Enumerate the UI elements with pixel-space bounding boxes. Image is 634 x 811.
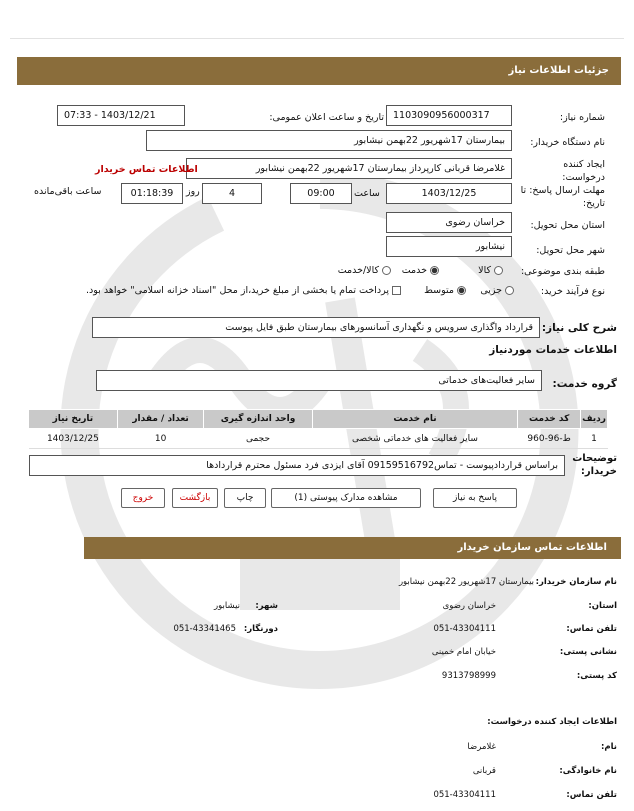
days-remaining-field: 4 — [202, 183, 262, 204]
buyer-notes-label: توضیحات خریدار: — [572, 453, 617, 477]
contact-section-title: اطلاعات تماس سازمان خریدار — [84, 537, 621, 559]
contact-org-value: بیمارستان 17شهریور 22بهمن نیشابور — [398, 577, 534, 587]
category-option-service[interactable]: خدمت — [402, 265, 439, 276]
contact-phone-label: تلفن تماس: — [566, 624, 617, 634]
category-label: طبقه بندی موضوعی: — [520, 266, 605, 277]
creator-last-name-label: نام خانوادگی: — [559, 766, 617, 776]
creator-first-name-label: نام: — [600, 742, 617, 752]
table-header-row — [29, 410, 608, 429]
deadline-time-label: ساعت — [354, 188, 380, 199]
contact-postal-label: کد پستی: — [576, 671, 617, 681]
table-header: نام خدمت — [312, 410, 518, 429]
creator-label: ایجاد کننده درخواست: — [562, 159, 605, 183]
contact-city-label: شهر: — [255, 601, 278, 611]
creator-phone-value: 051-43304111 — [433, 790, 496, 800]
table-row — [29, 429, 608, 449]
creator-last-name-value: قربانی — [472, 766, 496, 776]
reply-button[interactable]: پاسخ به نیاز — [433, 488, 517, 508]
time-remaining-field: 01:18:39 — [121, 183, 183, 204]
contact-province-value: خراسان رضوی — [442, 601, 496, 611]
table-cell: حجمی — [204, 429, 312, 449]
exit-button[interactable]: خروج — [121, 488, 165, 508]
radio-selected-icon — [457, 286, 466, 295]
contact-fax-label: دورنگار: — [243, 624, 278, 634]
services-table — [28, 409, 608, 449]
radio-selected-icon — [430, 266, 439, 275]
table-header: واحد اندازه گیری — [204, 410, 312, 429]
buyer-notes-field: براساس قراردادپیوست - تماس09159516792 آقای ایزدی فرد مسئول محترم قراردادها — [29, 455, 565, 476]
contact-address-label: نشانی پستی: — [559, 647, 617, 657]
table-cell: ط-96-960 — [518, 429, 581, 449]
days-label: روز — [186, 186, 200, 197]
time-remaining-label: ساعت باقی‌مانده — [34, 186, 102, 197]
service-group-label: گروه خدمت: — [552, 378, 617, 390]
page-title: جزئیات اطلاعات نیاز — [17, 57, 621, 85]
announce-date-field: 1403/12/21 - 07:33 — [57, 105, 185, 126]
deadline-date-field: 1403/12/25 — [386, 183, 512, 204]
back-button[interactable]: بازگشت — [172, 488, 218, 508]
table-cell: 10 — [117, 429, 204, 449]
category-option-goods-service[interactable]: کالا/خدمت — [338, 265, 391, 276]
service-group-field: سایر فعالیت‌های خدماتی — [96, 370, 542, 391]
table-header: تعداد / مقدار — [117, 410, 204, 429]
buyer-org-field: بیمارستان 17شهریور 22بهمن نیشابور — [146, 130, 512, 151]
announce-date-label: تاریخ و ساعت اعلان عمومی: — [269, 112, 384, 123]
creator-first-name-value: غلامرضا — [467, 742, 496, 752]
creator-field: غلامرضا قربانی کارپرداز بیمارستان 17شهریور 22بهمن نیشابور — [186, 158, 512, 179]
category-option-goods[interactable]: کالا — [478, 265, 503, 276]
deadline-label: مهلت ارسال پاسخ: تا تاریخ: — [520, 185, 605, 209]
city-field: نیشابور — [386, 236, 512, 257]
contact-address-value: خیابان امام خمینی — [431, 647, 496, 657]
contact-province-label: استان: — [588, 601, 617, 611]
attachments-button[interactable]: مشاهده مدارک پیوستی (1) — [271, 488, 421, 508]
radio-icon — [494, 266, 503, 275]
contact-city-value: نیشابور — [214, 601, 240, 611]
province-label: استان محل تحویل: — [530, 220, 605, 231]
city-label: شهر محل تحویل: — [536, 245, 605, 256]
checkbox-icon — [392, 286, 401, 295]
services-title: اطلاعات خدمات موردنیاز — [489, 344, 617, 356]
payment-checkbox[interactable]: پرداخت تمام یا بخشی از مبلغ خرید،از محل "اسناد خزانه اسلامی" خواهد بود. — [86, 285, 401, 296]
radio-icon — [382, 266, 391, 275]
contact-org-label: نام سازمان خریدار: — [535, 577, 617, 587]
buyer-org-label: نام دستگاه خریدار: — [530, 137, 605, 148]
need-number-label: شماره نیاز: — [559, 112, 605, 123]
deadline-time-field: 09:00 — [290, 183, 352, 204]
top-divider — [10, 38, 624, 39]
contact-fax-value: 051-43341465 — [173, 624, 236, 634]
creator-phone-label: تلفن تماس: — [566, 790, 617, 800]
creator-info-title: اطلاعات ایجاد کننده درخواست: — [487, 717, 617, 727]
table-header: ردیف — [581, 410, 608, 429]
print-button[interactable]: چاپ — [224, 488, 266, 508]
table-header: کد خدمت — [518, 410, 581, 429]
need-number-field: 1103090956000317 — [386, 105, 512, 126]
table-header: تاریخ نیاز — [29, 410, 118, 429]
buyer-contact-link[interactable]: اطلاعات تماس خریدار — [95, 164, 198, 175]
summary-label: شرح کلی نیاز: — [541, 322, 617, 334]
table-cell: 1403/12/25 — [29, 429, 118, 449]
contact-phone-value: 051-43304111 — [433, 624, 496, 634]
table-cell: سایر فعالیت های خدماتی شخصی — [312, 429, 518, 449]
province-field: خراسان رضوی — [386, 212, 512, 233]
process-option-minor[interactable]: جزیی — [480, 285, 514, 296]
contact-postal-value: 9313798999 — [441, 671, 496, 681]
process-option-medium[interactable]: متوسط — [424, 285, 466, 296]
process-label: نوع فرآیند خرید: — [540, 286, 605, 297]
radio-icon — [505, 286, 514, 295]
summary-field: قرارداد واگذاری سرویس و نگهداری آسانسورهای بیمارستان طبق فایل پیوست — [92, 317, 540, 338]
table-cell: 1 — [581, 429, 608, 449]
